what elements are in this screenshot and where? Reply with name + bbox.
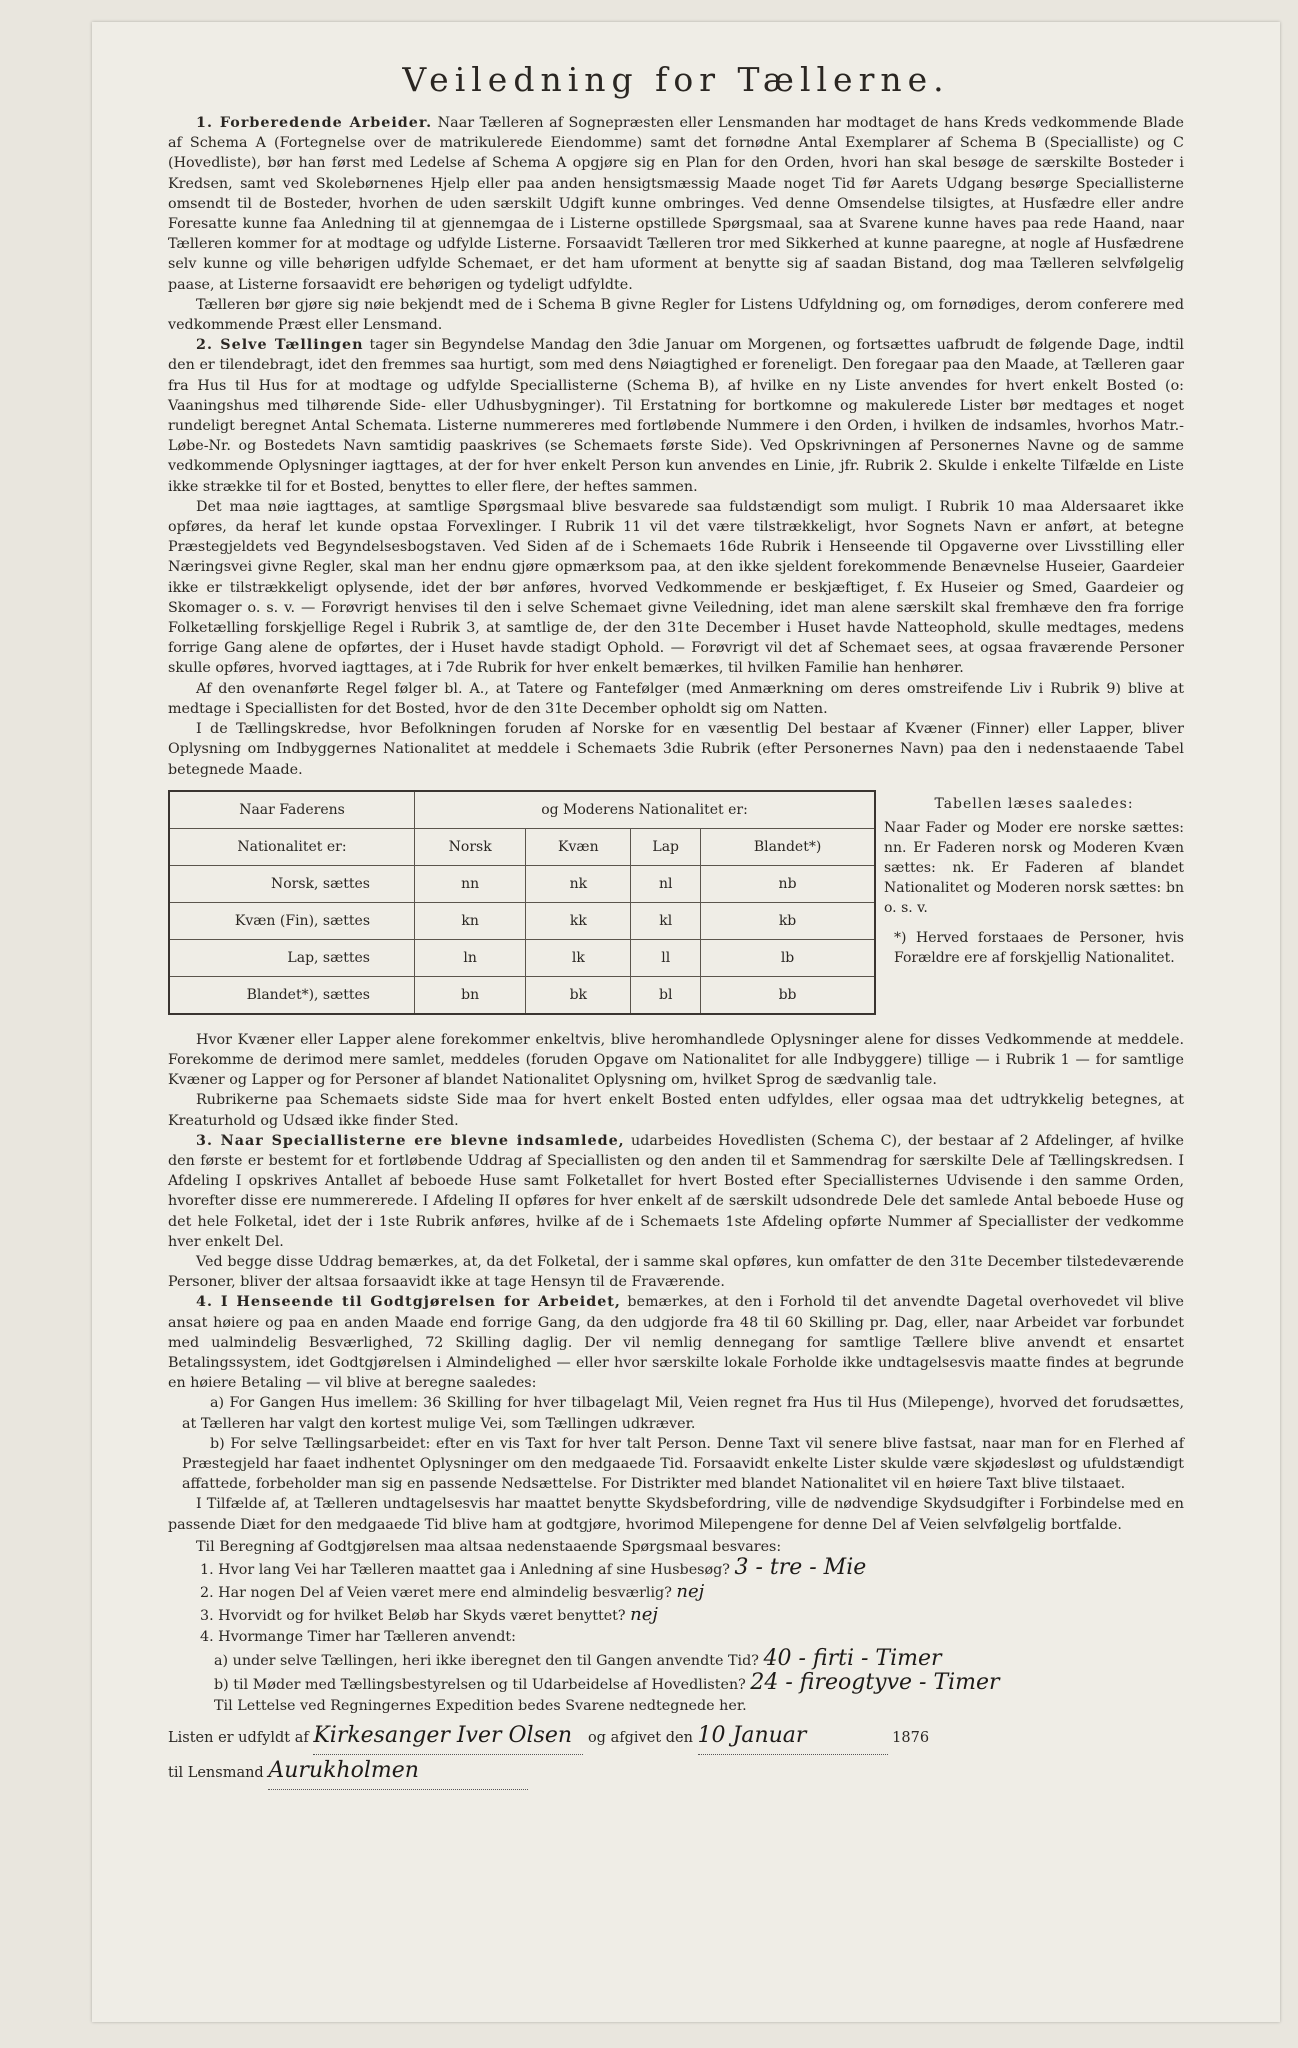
col-header: Kvæn: [526, 828, 631, 865]
paragraph: [168, 497, 1184, 679]
table-cell: kb: [701, 902, 875, 939]
row-label: Lap, sættes: [169, 939, 415, 976]
section-heading: 2. Selve Tællingen: [196, 337, 364, 354]
paragraph: [168, 1292, 1184, 1393]
document-page: [168, 60, 1184, 1790]
footer-prefix: Listen er udfyldt af: [168, 1730, 309, 1747]
table-cell: lb: [701, 939, 875, 976]
delivery-date: 10 Januar: [697, 1723, 807, 1749]
page-title: Veiledning for Tællerne.: [402, 60, 950, 99]
col-header: Lap: [631, 828, 701, 865]
paragraph-text: Rubrikerne paa Schemaets sidste Side maa for hvert enkelt Bosted enten udfyldes, eller ogsaa maa det udtrykkelig betegnes, at Kreaturhold og Udsæd ikke finder Sted.: [168, 1092, 1184, 1129]
paragraph: I Tilfælde af, at Tælleren undtagelsesvis har maattet benytte Skydsbefordring, ville de nødvendige Skydsudgifter i Forbindelse med en passende Diæt for den medgaaede Tid blive ham at godtgjøre, hvorimod Milepengene for denne Del af Veien selvfølgelig bortfalde.: [168, 1496, 1184, 1533]
question-text: 3. Hvorvidt og for hvilket Beløb har Skyds været benyttet?: [200, 1607, 626, 1624]
table-cell: bn: [415, 976, 526, 1014]
paragraph: [168, 113, 1184, 295]
paragraph-text: bemærkes, at den i Forhold til det anvendte Dagetal overhovedet vil blive ansat høiere og paa en anden Maade end forrige Gang, da den udgjorde fra 48 til 60 Skilling pr. Dag, eller, naar Arbeidet var forbundet med ualmindelig Besværlighed, 72 Skilling daglig. Der vil nemlig dennegang for samtlige Tællere blive anvendt et ensartet Betalingssystem, idet Godtgjørelsen i Almindelighed — eller hvor særskilte lokale Forholde ikke undtagelsesvis maatte findes at begrunde en høiere Betaling — vil blive at beregne saaledes:: [168, 1294, 1184, 1392]
sections-top: [168, 113, 1184, 780]
section-heading: 3. Naar Speciallisterne ere blevne indsamlede,: [196, 1132, 625, 1149]
table-head-right: og Moderens Nationalitet er:: [415, 791, 876, 829]
recipient-name: Aurukholmen: [268, 1758, 419, 1784]
question-text: 1. Hvor lang Vei har Tælleren maattet gaa i Anledning af sine Husbesøg?: [200, 1561, 730, 1578]
paragraph: [168, 295, 1184, 335]
paragraph: [168, 1252, 1184, 1292]
footer-year: 1876: [892, 1730, 930, 1747]
list-item: a) For Gangen Hus imellem: 36 Skilling for hver tilbagelagt Mil, Veien regnet fra Hus til Hus (Milepenge), hvorved det forudsættes, at Tælleren har valgt den kortest mulige Vei, som Tællingen udkræver.: [182, 1395, 1184, 1432]
table-head-left-2: Nationalitet er:: [169, 828, 415, 865]
table-footnote: *) Herved forstaaes de Personer, hvis Forældre ere af forskjellig Nationalitet.: [894, 929, 1184, 966]
questions-intro: Til Beregning af Godtgjørelsen maa altsaa nedenstaaende Spørgsmaal besvares:: [196, 1538, 782, 1555]
table-cell: kn: [415, 902, 526, 939]
question-row: [168, 1604, 1184, 1627]
table-cell: bk: [526, 976, 631, 1014]
handwritten-answer: 3 - tre - Mie: [734, 1554, 867, 1580]
table-cell: nb: [701, 865, 875, 902]
handwritten-answer: nej: [630, 1603, 658, 1625]
table-explanation: [884, 790, 1184, 968]
section-heading: 1. Forberedende Arbeider.: [196, 115, 433, 131]
table-row: [169, 865, 875, 902]
paragraph: [168, 1030, 1184, 1091]
row-label: Blandet*), sættes: [169, 976, 415, 1014]
table-cell: ll: [631, 939, 701, 976]
counter-name: Kirkesanger Iver Olsen: [313, 1723, 573, 1749]
paragraph-text: I de Tællingskredse, hvor Befolkningen foruden af Norske for en væsentlig Del bestaar af Kvæner (Finner) eller Lapper, bliver Oplysning om Indbyggernes Nationalitet at meddele i Schemaets 3die Rubrik (efter Personernes Navn) paa den i nedenstaaende Tabel betegnede Maade.: [168, 721, 1184, 778]
nationality-table: [168, 790, 876, 1015]
table-cell: bb: [701, 976, 875, 1014]
paragraph: [168, 719, 1184, 780]
date-line: [698, 1720, 888, 1755]
table-cell: kl: [631, 902, 701, 939]
question-row: [168, 1581, 1184, 1604]
col-header: Norsk: [415, 828, 526, 865]
question-row: [168, 1627, 1184, 1648]
signature-block: [168, 1720, 1184, 1790]
table-explanation-caption: Tabellen læses saaledes:: [934, 795, 1134, 812]
footer-mid: og afgivet den: [587, 1730, 693, 1747]
recipient-underline: [268, 1755, 528, 1790]
question-text: 4. Hvormange Timer har Tælleren anvendt:: [200, 1628, 516, 1645]
paragraph-text: Ved begge disse Uddrag bemærkes, at, da det Folketal, der i samme skal opføres, kun omfatter de den 31te December tilstedeværende Personer, bliver der altsaa forsaavidt ikke at tage Hensyn til de Fraværende.: [168, 1253, 1184, 1291]
table-cell: bl: [631, 976, 701, 1014]
table-cell: lk: [526, 939, 631, 976]
table-cell: kk: [526, 902, 631, 939]
paragraph: [168, 335, 1184, 497]
table-head-left-1: Naar Faderens: [169, 791, 415, 829]
table-row: [169, 976, 875, 1014]
paragraph-text: Det maa nøie iagttages, at samtlige Spørgsmaal blive besvarede saa fuldstændigt som muligt. I Rubrik 10 maa Aldersaaret ikke opføres, da heraf let kunde opstaa Forvexlinger. I Rubrik 11 vil det være tilstrækkeligt, hvor Sognets Navn er anført, at betegne Præstegjeldets ved Begyndelsesbogstaven. Ved Siden af de i Schemaets 16de Rubrik i Henseende til Opgaverne over Livsstilling eller Næringsvei givne Regler, skal man her endnu gjøre opmærksom paa, at den ikke sjeldent forekommende Benævnelse Huseier, Gaardeier ikke er tilstrækkeligt oplysende, idet der bør anføres, hvorved Vedkommende er beskjæftiget, f. Ex Huseier og Smed, Gaardeier og Skomager o. s. v. — Forøvrigt henvises til den i selve Schemaet givne Veiledning, idet man alene særskilt skal fremhæve den fra forrige Folketælling forskjellige Regel i Rubrik 3, at samtlige de, der den 31te December i Huset havde Natteophold, skulle medtages, medens forrige Gang alene de opførtes, der i Huset havde stadigt Ophold. — Forøvrigt vil det af Schemaet sees, at ogsaa fraværende Personer skulle opføres, hvorved iagttages, at i 7de Rubrik for hver enkelt bemærkes, til hvilken Familie han henhører.: [168, 498, 1184, 677]
questions-block: [168, 1537, 1184, 1716]
paragraph: [168, 1131, 1184, 1252]
handwritten-answer: nej: [676, 1580, 705, 1602]
question-text: a) under selve Tællingen, heri ikke iberegnet den til Gangen anvendte Tid?: [214, 1652, 759, 1669]
footer-prefix-2: til Lensmand: [168, 1765, 264, 1782]
table-explanation-text: Naar Fader og Moder ere norske sættes: nn. Er Faderen norsk og Moderen Kvæn sættes: nk. Er Faderen af blandet Nationalitet og Moderen norsk sættes: bn o. s. v.: [884, 819, 1184, 916]
paragraph-text: tager sin Begyndelse Mandag den 3die Januar om Morgenen, og fortsættes uafbrudt de følgende Dage, indtil den er tilendebragt, idet den fremmes saa hurtigt, som med dens Nøiagtighed er foreneligt. Den foregaar paa den Maade, at Tælleren gaar fra Hus til Hus for at modtage og udfylde Speciallisterne (Schema B), af hvilke en ny Liste anvendes for hvert enkelt Bosted (o: Vaaningshus med tilhørende Side- eller Udhusbygninger). Til Erstatning for bortkomne og makulerede Lister bør medtages et noget rundeligt beregnet Antal Schemata. Listerne nummereres med fortløbende Nummere i den Orden, i hvilken de indsamles, hvorhos Matr.-Løbe-Nr. og Bostedets Navn samtidig paaskrives (se Schemaets første Side). Ved Opskrivningen af Personernes Navne og de samme vedkommende Oplysninger iagttages, at der for hver enkelt Person kun anvendes en Linie, jfr. Rubrik 2. Skulde i enkelte Tilfælde en Liste ikke strække til for et Bosted, benyttes to eller flere, der heftes sammen.: [168, 337, 1185, 495]
table-cell: nl: [631, 865, 701, 902]
table-cell: nk: [526, 865, 631, 902]
table-row: [169, 939, 875, 976]
paragraph: [168, 1090, 1184, 1130]
handwritten-answer: 40 - firti - Timer: [763, 1645, 942, 1671]
table-cell: nn: [415, 865, 526, 902]
recipient-line: [168, 1755, 1184, 1790]
section-heading: 4. I Henseende til Godtgjørelsen for Arbeidet,: [196, 1294, 621, 1311]
paragraph-text: Naar Tælleren af Sognepræsten eller Lensmanden har modtaget de hans Kreds vedkommende Blade af Schema A (Fortegnelse over de matrikulerede Eiendomme) samt det fornødne Antal Exemplarer af Schema B (Specialliste) og C (Hovedliste), bør han først med Ledelse af Schema A opgjøre sig en Plan for den Orden, hvori han skal besøge de særskilte Bosteder i Kredsen, samt ved Skolebørnenes Hjelp eller paa anden hensigtsmæssig Maade noget Tid før Aarets Udgang besørge Speciallisterne omsendt til de Bosteder, hvorhen de uden særskilt Udgift kunne ombringes. Ved denne Omsendelse tilsigtes, at Husfædre eller andre Foresatte kunne faa Anledning til at gjennemgaa de i Listerne opstillede Spørgsmaal, saa at Svarene kunne haves paa rede Haand, naar Tælleren kommer for at modtage og udfylde Listerne. Forsaavidt Tælleren tror med Sikkerhed at kunne paaregne, at nogle af Husfædrene selv kunne og ville behørigen udfylde Schemaet, er det ham uforment at benytte sig af saadan Bistand, dog maa Tælleren selvfølgelig paase, at Listerne forsaavidt ere behørigen og tydeligt udfyldte.: [168, 115, 1184, 293]
question-text: 2. Har nogen Del af Veien været mere end almindelig besværlig?: [200, 1584, 672, 1601]
question-text: b) til Møder med Tællingsbestyrelsen og til Udarbeidelse af Hovedlisten?: [214, 1676, 746, 1693]
handwritten-answer: 24 - fireogtyve - Timer: [750, 1669, 1000, 1695]
table-row: [169, 902, 875, 939]
name-line: [313, 1720, 583, 1755]
sections-bottom: [168, 1030, 1184, 1535]
paragraph-text: Af den ovenanførte Regel følger bl. A., at Tatere og Fantefølger (med Anmærkning om deres omstreifende Liv i Rubrik 9) blive at medtage i Speciallisten for det Bosted, hvor de den 31te December opholdt sig om Natten.: [168, 680, 1184, 717]
question-row: [168, 1554, 1184, 1581]
row-label: Norsk, sættes: [169, 865, 415, 902]
closing-note: Til Lettelse ved Regningernes Expedition bedes Svarene nedtegnede her.: [214, 1697, 747, 1714]
signature-line: [168, 1720, 1184, 1755]
question-row: [168, 1669, 1184, 1696]
list-item: b) For selve Tællingsarbeidet: efter en vis Taxt for hver talt Person. Denne Taxt vil senere blive fastsat, naar man for en Flerhed af Præstegjeld har faaet indhentet Oplysninger om den medgaaede Tid. Forsaavidt enkelte Lister skulde være skjødesløst og ufuldstændigt affattede, forbeholder man sig en passende Nedsættelse. For Distrikter med blandet Nationalitet vil en høiere Taxt blive tilstaaet.: [182, 1435, 1184, 1493]
nationality-table-block: [168, 790, 1184, 1026]
paragraph-text: Hvor Kvæner eller Lapper alene forekommer enkeltvis, blive heromhandlede Oplysninger alene for disses Vedkommende at meddele. Forekomme de derimod mere samlet, meddeles (foruden Opgave om Nationalitet for alle Indbyggere) tillige — i Rubrik 1 — for samtlige Kvæner og Lapper og for Personer af blandet Nationalitet Oplysning om, hvilket Sprog de sædvanlig tale.: [168, 1031, 1184, 1089]
question-row: [168, 1645, 1184, 1672]
paragraph-text: Tælleren bør gjøre sig nøie bekjendt med de i Schema B givne Regler for Listens Udfyldning og, om fornødiges, derom conferere med vedkommende Præst eller Lensmand.: [168, 296, 1184, 334]
col-header: Blandet*): [701, 828, 875, 865]
paragraph: [168, 679, 1184, 719]
row-label: Kvæn (Fin), sættes: [169, 902, 415, 939]
paragraph-text: udarbeides Hovedlisten (Schema C), der bestaar af 2 Afdelinger, af hvilke den første er bestemt for et fortløbende Uddrag af Speciallisten og den anden til et Sammendrag for særskilte Dele af Tællingskredsen. I Afdeling I opskrives Antallet af beboede Huse samt Folketallet for hvert Bosted efter Speciallisternes Udvisende i den samme Orden, hvorefter disse ere nummererede. I Afdeling II opføres for hver enkelt af de særskilt udsondrede Dele det samlede Antal beboede Huse og det hele Folketal, idet der i 1ste Rubrik anføres, hvilke af de i Schemaets 1ste Afdeling opførte Nummer af Speciallister der vedkomme hver enkelt Del.: [168, 1132, 1184, 1250]
table-cell: ln: [415, 939, 526, 976]
